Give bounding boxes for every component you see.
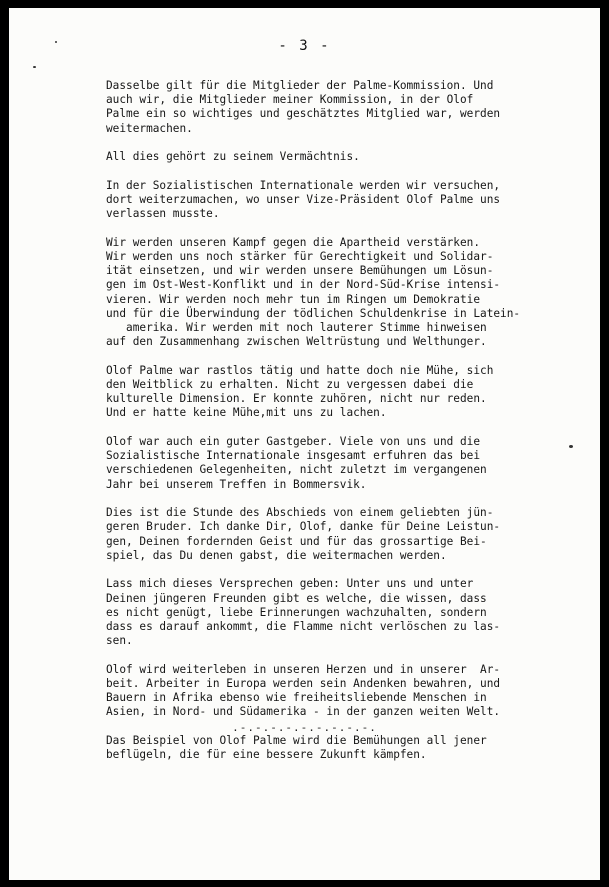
text-line: Und er hatte keine Mühe,mit uns zu lachen. [106,406,387,420]
text-line: In der Sozialistischen Internationale werden wir versuchen, [106,178,501,192]
paragraph [106,506,576,563]
text-line: Deinen jüngeren Freunden gibt es welche, die wissen, dass [106,591,487,605]
text-line: weitermachen. [106,121,193,135]
paragraph [106,179,576,222]
scan-speck [33,66,36,68]
paragraph [106,663,576,720]
text-line: dort weiterzumachen, wo unser Vize-Präsident Olof Palme uns [106,193,501,206]
text-line: spiel, das Du denen gabst, die weitermachen werden. [106,548,447,562]
text-line: es nicht genügt, liebe Erinnerungen wachzuhalten, sondern [106,605,487,619]
text-line: Dasselbe gilt für die Mitglieder der Palme-Kommission. Und [106,79,494,92]
text-line: und für die Überwindung der tödlichen Schuldenkrise in Latein- [106,306,521,320]
paragraph [106,577,576,648]
paragraph [106,435,576,492]
text-line: Asien, in Nord- und Südamerika - in der ganzen weiten Welt. [106,705,501,719]
text-line: gen, Deinen fordernden Geist und für das grossartige Bei- [106,534,487,548]
text-line: kulturelle Dimension. Er konnte zuhören, nicht nur reden. [106,392,487,406]
text-line: Wir werden unseren Kampf gegen die Apartheid verstärken. [106,235,481,249]
paragraph [106,734,576,762]
text-line: Das Beispiel von Olof Palme wird die Bemühungen all jener [106,734,487,748]
text-line: sen. [106,634,133,648]
scan-speck [55,41,57,43]
text-line: Jahr bei unserem Treffen in Bommersvik. [106,477,367,491]
paragraph [106,236,576,350]
text-line: gen im Ost-West-Konflikt und in der Nord-Süd-Krise intensi- [106,278,501,292]
text-line: verlassen musste. [106,207,220,221]
text-line: den Weitblick zu erhalten. Nicht zu vergessen dabei die [106,378,474,392]
text-line: Sozialistische Internationale insgesamt erfuhren das bei [106,449,481,463]
text-line: Dies ist die Stunde des Abschieds von einem geliebten jün- [106,506,494,520]
scan-speck [569,445,573,448]
text-line: Olof Palme war rastlos tätig und hatte doch nie Mühe, sich [106,363,494,377]
text-line: auf den Zusammenhang zwischen Weltrüstung und Welthunger. [106,335,487,349]
document-body [106,79,576,777]
text-line: Bauern in Afrika ebenso wie freiheitsliebende Menschen in [106,691,487,705]
text-line: beflügeln, die für eine bessere Zukunft kämpfen. [106,748,427,762]
text-line: amerika. Wir werden mit noch lauterer Stimme hinweisen [106,321,487,335]
page-number: - 3 - [278,38,331,54]
text-line: Lass mich dieses Versprechen geben: Unter uns und unter [106,577,474,591]
text-line: auch wir, die Mitglieder meiner Kommission, in der Olof [106,93,474,107]
closing-mark: .-.-.-.-.-.-.-.-.-. [232,721,377,734]
text-line: geren Bruder. Ich danke Dir, Olof, danke für Deine Leistun- [106,520,501,534]
text-line: Olof wird weiterleben in unseren Herzen und in unserer Ar- [106,662,501,676]
paragraph [106,364,576,421]
text-line: Olof war auch ein guter Gastgeber. Viele von uns und die [106,435,481,449]
text-line: All dies gehört zu seinem Vermächtnis. [106,150,360,164]
document-page [9,8,600,880]
paragraph [106,150,576,164]
paragraph [106,79,576,136]
text-line: verschiedenen Gelegenheiten, nicht zuletzt im vergangenen [106,463,487,477]
text-line: Wir werden uns noch stärker für Gerechtigkeit und Solidar- [106,250,494,263]
text-line: ität einsetzen, und wir werden unsere Bemühungen um Lösun- [106,264,494,278]
text-line: beit. Arbeiter in Europa werden sein Andenken bewahren, und [106,677,501,691]
text-line: vieren. Wir werden noch mehr tun im Ringen um Demokratie [106,292,481,306]
text-line: Palme ein so wichtiges und geschätztes Mitglied war, werden [106,107,501,121]
text-line: dass es darauf ankommt, die Flamme nicht verlöschen zu las- [106,620,501,634]
